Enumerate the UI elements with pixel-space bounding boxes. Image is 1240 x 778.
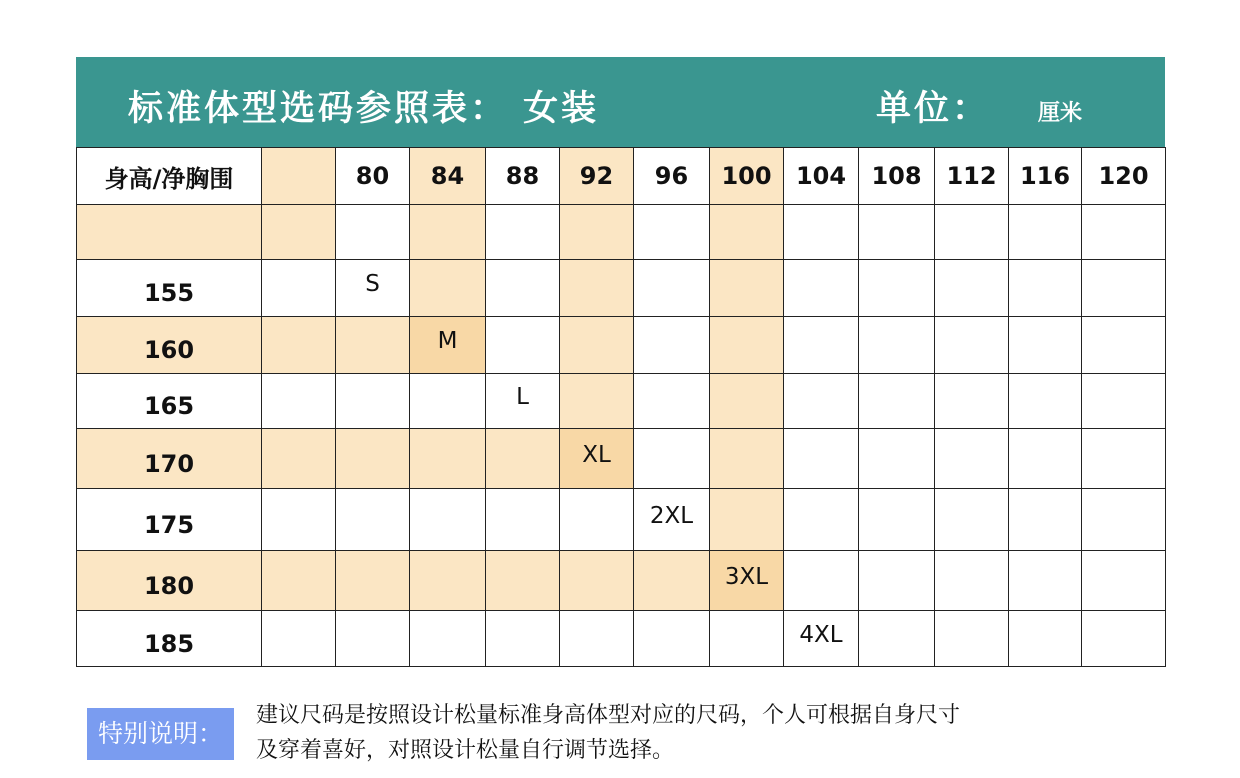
size-label-cell: XL [560, 429, 634, 489]
height-cell: 155 [77, 260, 262, 317]
table-cell [935, 551, 1009, 611]
table-cell [486, 611, 560, 667]
unit-label: 单位： [876, 89, 991, 129]
spacer-cell [262, 205, 336, 260]
table-cell [410, 260, 486, 317]
table-cell [1082, 429, 1166, 489]
note-text [256, 698, 1166, 768]
table-cell [784, 551, 859, 611]
table-cell [486, 205, 560, 260]
table-cell [634, 429, 710, 489]
table-cell [486, 551, 560, 611]
table-cell [410, 374, 486, 429]
table-row [77, 429, 1166, 489]
height-cell: 175 [77, 489, 262, 551]
table-cell [560, 374, 634, 429]
table-cell [935, 317, 1009, 374]
table-cell [784, 260, 859, 317]
table-cell [710, 611, 784, 667]
unit-value: 厘米 [1038, 101, 1083, 126]
spacer-cell [262, 551, 336, 611]
table-cell [634, 205, 710, 260]
chest-column-header: 84 [410, 148, 486, 205]
table-cell [710, 489, 784, 551]
table-cell [784, 317, 859, 374]
table-row [77, 374, 1166, 429]
table-row [77, 551, 1166, 611]
chest-column-header: 100 [710, 148, 784, 205]
table-cell [1009, 317, 1082, 374]
table-cell [560, 611, 634, 667]
table-cell [784, 429, 859, 489]
note-line-1: 建议尺码是按照设计松量标准身高体型对应的尺码，个人可根据自身尺寸 [256, 703, 961, 728]
chest-column-header: 80 [336, 148, 410, 205]
table-cell [410, 429, 486, 489]
note-label: 特别说明： [87, 708, 234, 760]
table-cell [336, 611, 410, 667]
table-cell [486, 429, 560, 489]
table-cell [410, 551, 486, 611]
table-cell [1009, 205, 1082, 260]
table-row [77, 205, 1166, 260]
table-row [77, 489, 1166, 551]
table-cell [1009, 611, 1082, 667]
table-cell [486, 260, 560, 317]
table-cell [710, 317, 784, 374]
table-cell [560, 317, 634, 374]
table-cell [784, 205, 859, 260]
height-cell: 185 [77, 611, 262, 667]
table-cell [1082, 489, 1166, 551]
size-label-cell: 3XL [710, 551, 784, 611]
table-cell [486, 317, 560, 374]
table-cell [710, 260, 784, 317]
table-cell [336, 551, 410, 611]
table-cell [336, 317, 410, 374]
table-cell [560, 205, 634, 260]
table-cell [859, 317, 935, 374]
table-cell [1082, 611, 1166, 667]
table-cell [634, 260, 710, 317]
table-cell [784, 489, 859, 551]
corner-label: 身高/净胸围 [77, 148, 262, 205]
table-cell [859, 489, 935, 551]
table-cell [1009, 429, 1082, 489]
chest-column-header: 108 [859, 148, 935, 205]
table-cell [859, 260, 935, 317]
size-label-cell: 4XL [784, 611, 859, 667]
height-cell: 180 [77, 551, 262, 611]
size-label-cell: 2XL [634, 489, 710, 551]
spacer-cell [262, 611, 336, 667]
table-row [77, 260, 1166, 317]
table-row [77, 611, 1166, 667]
note-line-2: 及穿着喜好，对照设计松量自行调节选择。 [256, 738, 675, 763]
table-cell [1082, 374, 1166, 429]
table-cell [710, 429, 784, 489]
spacer-cell [262, 374, 336, 429]
table-cell [1082, 205, 1166, 260]
spacer-cell [262, 489, 336, 551]
table-cell [935, 429, 1009, 489]
table-cell [634, 551, 710, 611]
height-cell [77, 205, 262, 260]
table-cell [1009, 374, 1082, 429]
table-cell [1009, 489, 1082, 551]
table-cell [1009, 260, 1082, 317]
table-cell [560, 489, 634, 551]
table-cell [1082, 317, 1166, 374]
table-cell [560, 551, 634, 611]
chest-column-header: 96 [634, 148, 710, 205]
table-cell [336, 374, 410, 429]
table-cell [935, 489, 1009, 551]
table-cell [336, 429, 410, 489]
chest-column-header: 104 [784, 148, 859, 205]
size-chart-table [76, 147, 1166, 667]
spacer-cell [262, 260, 336, 317]
table-cell [859, 429, 935, 489]
table-cell [486, 489, 560, 551]
table-cell [1082, 260, 1166, 317]
table-cell [710, 205, 784, 260]
spacer-column-header [262, 148, 336, 205]
spacer-cell [262, 317, 336, 374]
table-cell [859, 611, 935, 667]
table-cell [1009, 551, 1082, 611]
table-cell [634, 374, 710, 429]
height-cell: 160 [77, 317, 262, 374]
size-label-cell: L [486, 374, 560, 429]
table-cell [784, 374, 859, 429]
table-cell [859, 374, 935, 429]
height-cell: 165 [77, 374, 262, 429]
chest-column-header: 92 [560, 148, 634, 205]
table-cell [634, 611, 710, 667]
table-cell [935, 611, 1009, 667]
table-cell [935, 205, 1009, 260]
chest-column-header: 120 [1082, 148, 1166, 205]
spacer-cell [262, 429, 336, 489]
table-cell [560, 260, 634, 317]
table-cell [935, 260, 1009, 317]
height-cell: 170 [77, 429, 262, 489]
table-cell [410, 489, 486, 551]
table-cell [410, 611, 486, 667]
table-cell [336, 489, 410, 551]
table-cell [859, 551, 935, 611]
table-cell [336, 205, 410, 260]
size-label-cell: M [410, 317, 486, 374]
chest-column-header: 88 [486, 148, 560, 205]
table-cell [859, 205, 935, 260]
table-cell [935, 374, 1009, 429]
table-title: 标准体型选码参照表： 女装 [128, 89, 600, 129]
chest-column-header: 116 [1009, 148, 1082, 205]
chest-column-header: 112 [935, 148, 1009, 205]
table-cell [1082, 551, 1166, 611]
size-label-cell: S [336, 260, 410, 317]
table-header-banner [76, 57, 1165, 147]
table-cell [710, 374, 784, 429]
table-row [77, 317, 1166, 374]
table-cell [410, 205, 486, 260]
table-cell [634, 317, 710, 374]
